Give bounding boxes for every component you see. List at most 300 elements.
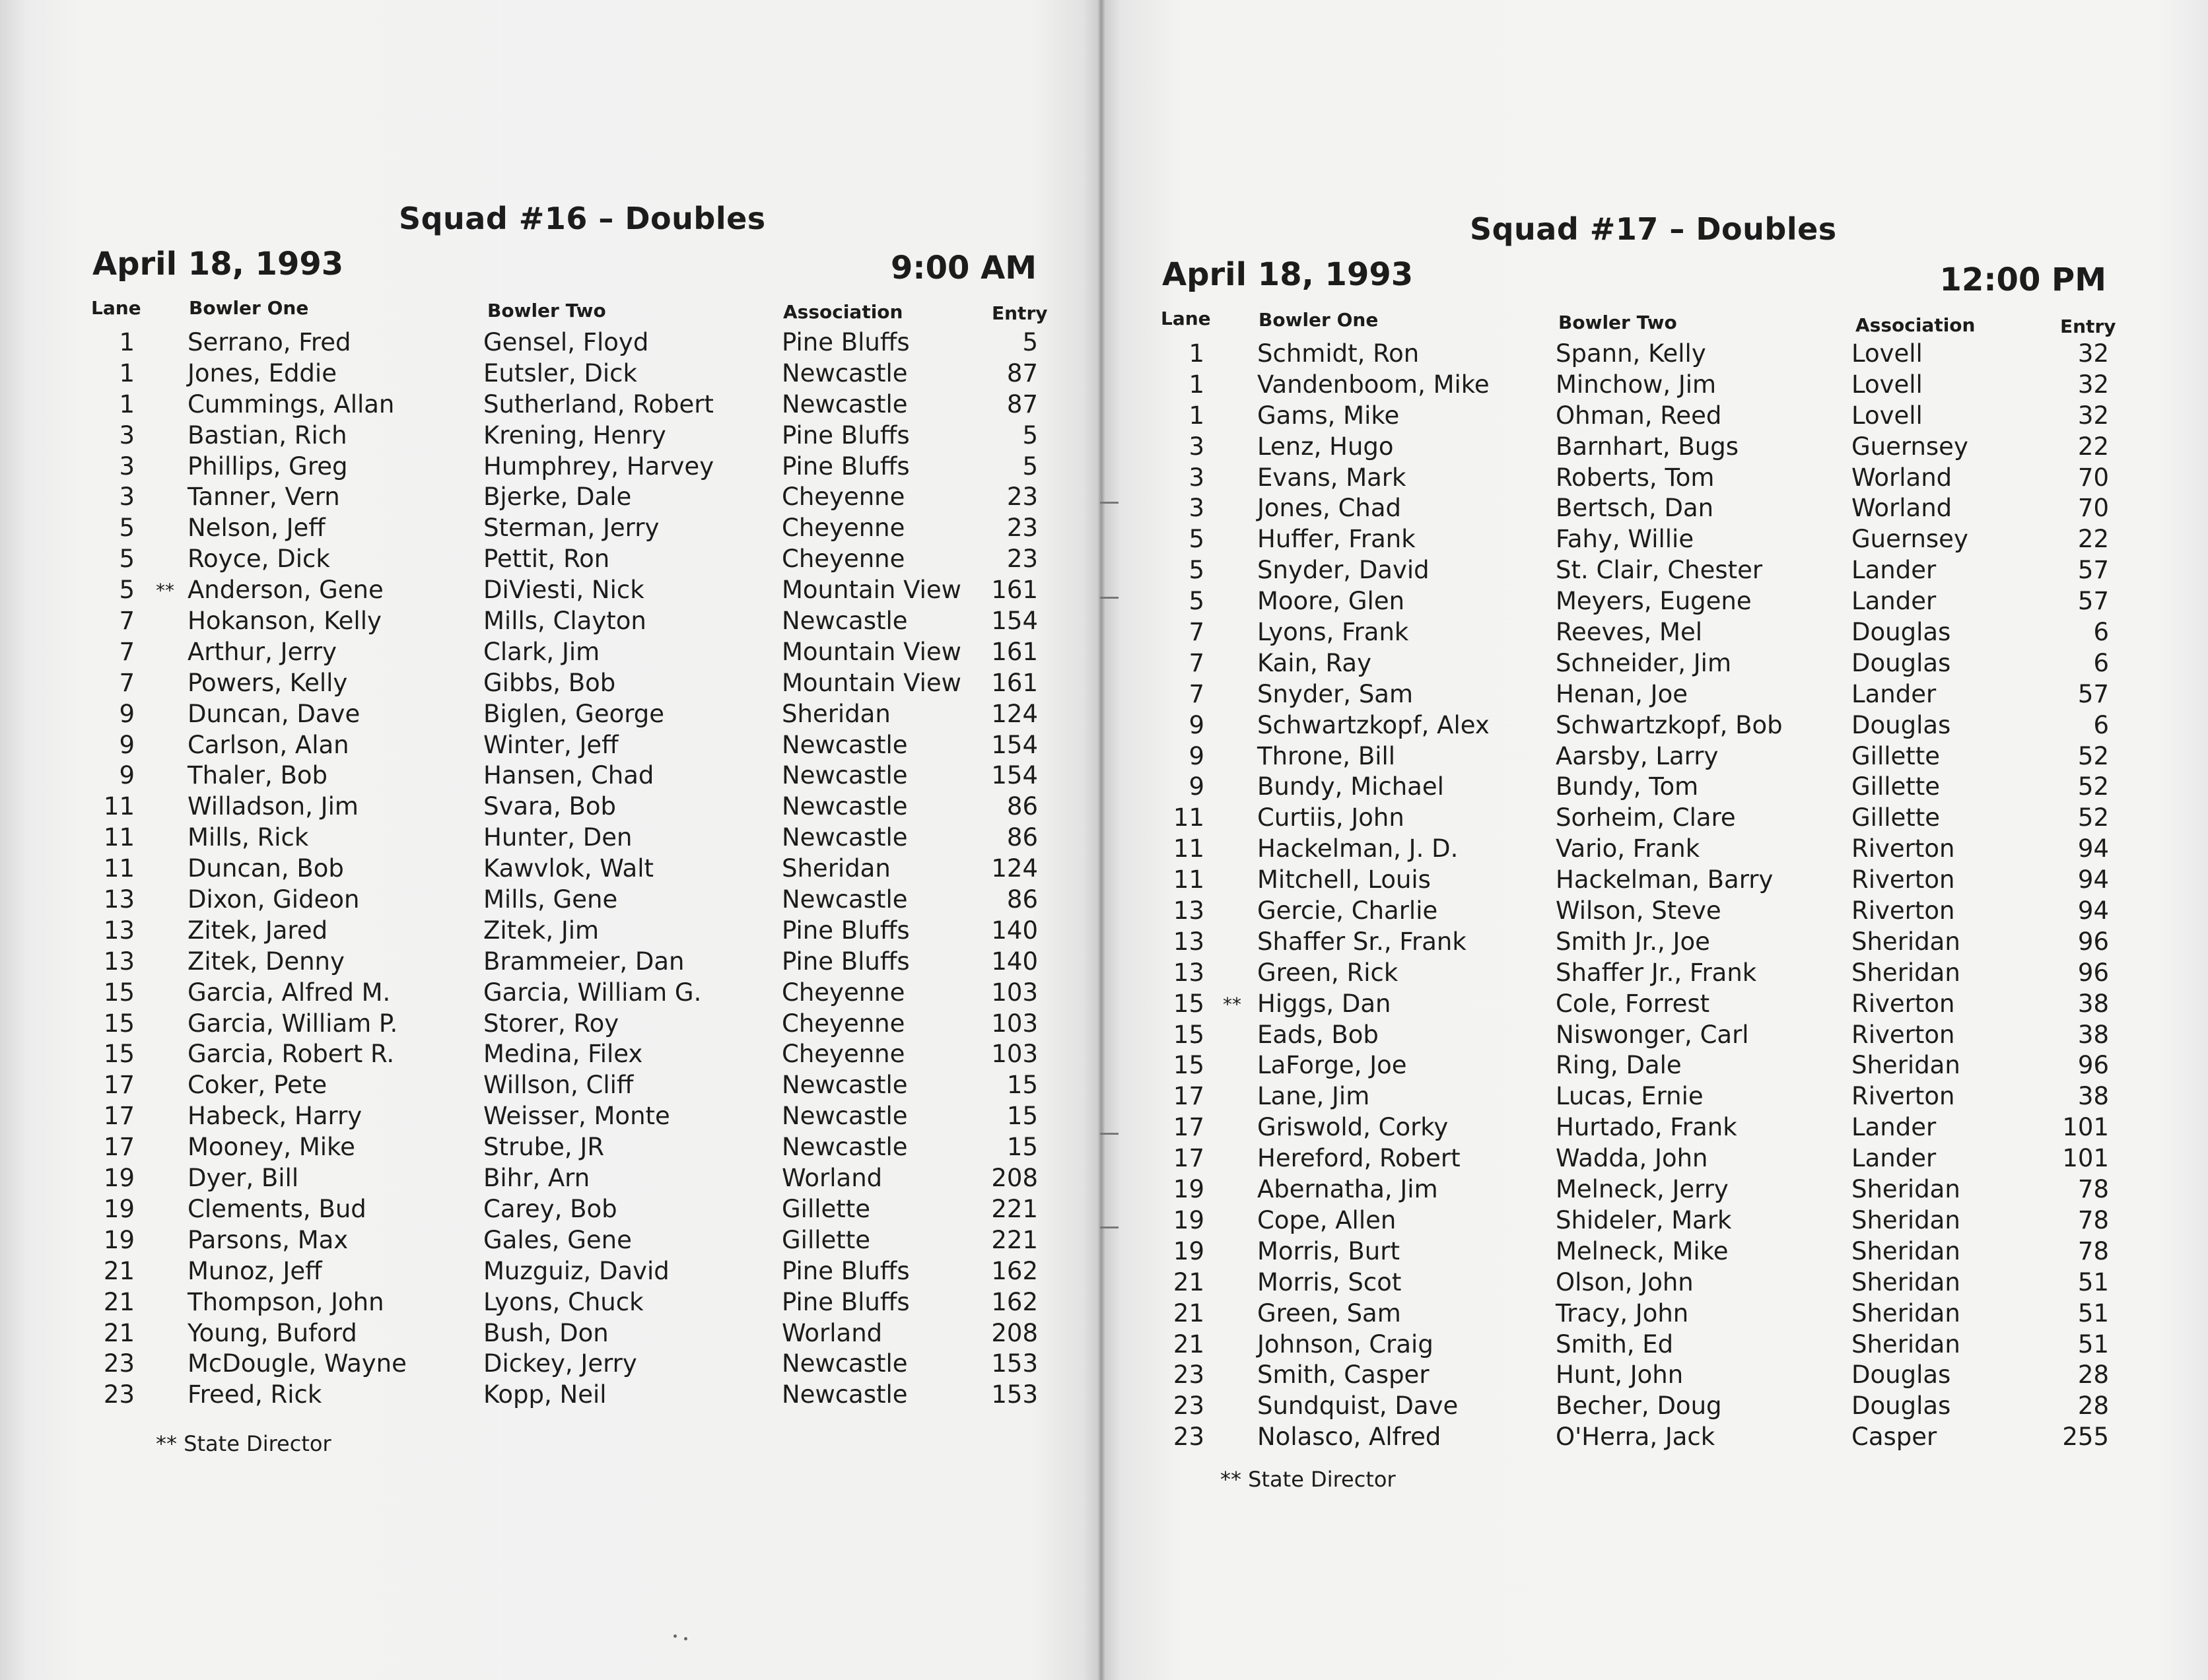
lane-cell: 11 xyxy=(1173,834,1204,863)
table-row xyxy=(0,1195,1101,1226)
bowler-two-cell: Smith Jr., Joe xyxy=(1556,927,1710,956)
table-row xyxy=(0,607,1101,638)
association-cell: Douglas xyxy=(1851,618,1951,647)
table-row xyxy=(1101,401,2208,432)
entry-cell: 87 xyxy=(1006,358,1038,387)
entry-cell: 96 xyxy=(2077,1051,2109,1080)
bowler-two-cell: Hunter, Den xyxy=(483,823,633,852)
bowler-one-cell: Snyder, David xyxy=(1257,556,1430,585)
lane-cell: 5 xyxy=(1189,587,1204,616)
lane-cell: 15 xyxy=(1173,989,1204,1018)
association-cell: Douglas xyxy=(1851,1392,1951,1421)
lane-cell: 9 xyxy=(1189,741,1204,770)
bowler-one-cell: Jones, Eddie xyxy=(188,358,337,387)
lane-cell: 5 xyxy=(1189,525,1204,554)
lane-cell: 7 xyxy=(1189,618,1204,647)
association-cell: Guernsey xyxy=(1851,525,1968,554)
lane-cell: 7 xyxy=(119,668,135,697)
table-row xyxy=(0,1133,1101,1164)
bowler-one-cell: Carlson, Alan xyxy=(188,730,349,759)
bowler-one-cell: McDougle, Wayne xyxy=(188,1349,407,1378)
table-row xyxy=(1101,370,2208,401)
association-cell: Gillette xyxy=(782,1225,871,1254)
bowler-one-cell: Green, Rick xyxy=(1257,958,1398,987)
bowler-two-cell: Gales, Gene xyxy=(483,1225,632,1254)
table-row xyxy=(0,545,1101,576)
entry-cell: 94 xyxy=(2077,865,2109,894)
bowler-one-cell: Hereford, Robert xyxy=(1257,1144,1461,1173)
bowler-two-cell: Melneck, Mike xyxy=(1556,1236,1729,1265)
entry-cell: 51 xyxy=(2077,1267,2109,1296)
bowler-two-cell: Hackelman, Barry xyxy=(1556,865,1774,894)
bowler-one-cell: Arthur, Jerry xyxy=(188,637,337,666)
association-cell: Riverton xyxy=(1851,1020,1955,1049)
lane-cell: 3 xyxy=(1189,432,1204,461)
association-cell: Newcastle xyxy=(782,761,908,790)
right-footnote: ** State Director xyxy=(1220,1467,1396,1492)
entry-cell: 52 xyxy=(2077,772,2109,801)
association-cell: Worland xyxy=(782,1164,883,1193)
lane-cell: 21 xyxy=(103,1318,135,1347)
entry-cell: 22 xyxy=(2077,525,2109,554)
association-cell: Pine Bluffs xyxy=(782,452,910,481)
entry-cell: 221 xyxy=(991,1225,1038,1254)
association-cell: Douglas xyxy=(1851,710,1951,739)
table-row xyxy=(1101,463,2208,494)
table-row xyxy=(0,1288,1101,1319)
lane-cell: 5 xyxy=(119,576,135,605)
table-row xyxy=(1101,649,2208,680)
staple-mark xyxy=(1100,597,1119,599)
entry-cell: 52 xyxy=(2077,741,2109,770)
table-row xyxy=(1101,1051,2208,1082)
entry-cell: 6 xyxy=(2093,648,2109,677)
entry-cell: 101 xyxy=(2062,1113,2109,1142)
table-row xyxy=(1101,711,2208,742)
staple-mark xyxy=(1100,502,1119,504)
lane-cell: 17 xyxy=(1173,1144,1204,1173)
left-squad-title: Squad #16 – Doubles xyxy=(399,201,766,236)
bowler-two-cell: Melneck, Jerry xyxy=(1556,1175,1729,1204)
bowler-two-cell: Henan, Joe xyxy=(1556,679,1688,708)
table-row xyxy=(0,669,1101,700)
table-row xyxy=(0,638,1101,669)
bowler-two-cell: Sterman, Jerry xyxy=(483,514,660,543)
lane-cell: 11 xyxy=(103,854,135,883)
lane-cell: 19 xyxy=(1173,1236,1204,1265)
table-row xyxy=(0,1040,1101,1071)
entry-cell: 94 xyxy=(2077,896,2109,925)
bowler-one-cell: Johnson, Craig xyxy=(1257,1329,1433,1359)
bowler-two-cell: Pettit, Ron xyxy=(483,545,610,574)
bowler-two-cell: Kawvlok, Walt xyxy=(483,854,654,883)
association-cell: Cheyenne xyxy=(782,1040,905,1069)
bowler-one-cell: Lenz, Hugo xyxy=(1257,432,1394,461)
association-cell: Newcastle xyxy=(782,792,908,821)
entry-cell: 140 xyxy=(991,916,1038,945)
bowler-two-cell: Clark, Jim xyxy=(483,637,600,666)
association-cell: Pine Bluffs xyxy=(782,420,910,450)
table-row xyxy=(0,328,1101,359)
bowler-two-cell: Aarsby, Larry xyxy=(1556,741,1719,770)
bowler-one-cell: Morris, Burt xyxy=(1257,1236,1400,1265)
bowler-one-cell: Lane, Jim xyxy=(1257,1082,1370,1111)
entry-cell: 86 xyxy=(1006,792,1038,821)
lane-cell: 3 xyxy=(119,452,135,481)
association-cell: Sheridan xyxy=(1851,958,1960,987)
lane-cell: 1 xyxy=(1189,401,1204,430)
entry-cell: 78 xyxy=(2077,1236,2109,1265)
bowler-one-cell: Garcia, Robert R. xyxy=(188,1040,395,1069)
bowler-two-cell: Winter, Jeff xyxy=(483,730,619,759)
bowler-two-cell: Minchow, Jim xyxy=(1556,370,1717,399)
association-cell: Cheyenne xyxy=(782,1009,905,1038)
bowler-two-cell: Strube, JR xyxy=(483,1133,605,1162)
lane-cell: 21 xyxy=(1173,1329,1204,1359)
bowler-one-cell: Zitek, Jared xyxy=(188,916,328,945)
entry-cell: 96 xyxy=(2077,927,2109,956)
table-row xyxy=(1101,587,2208,618)
bowler-one-cell: Gams, Mike xyxy=(1257,401,1400,430)
association-cell: Lovell xyxy=(1851,370,1923,399)
bowler-one-cell: Anderson, Gene xyxy=(188,576,384,605)
bowler-two-cell: Willson, Cliff xyxy=(483,1071,634,1100)
table-row xyxy=(0,1102,1101,1133)
table-row xyxy=(0,452,1101,483)
table-row xyxy=(0,978,1101,1009)
table-row xyxy=(1101,896,2208,927)
entry-cell: 70 xyxy=(2077,463,2109,492)
lane-cell: 3 xyxy=(1189,494,1204,523)
association-cell: Riverton xyxy=(1851,989,1955,1018)
table-row xyxy=(1101,1021,2208,1052)
association-cell: Sheridan xyxy=(1851,1298,1960,1327)
bowler-one-cell: Garcia, Alfred M. xyxy=(188,978,391,1007)
bowler-two-cell: Lucas, Ernie xyxy=(1556,1082,1704,1111)
entry-cell: 103 xyxy=(991,1040,1038,1069)
association-cell: Sheridan xyxy=(1851,1051,1960,1080)
table-row xyxy=(0,792,1101,823)
staple-mark xyxy=(1100,1226,1119,1228)
table-row xyxy=(1101,1361,2208,1392)
entry-cell: 57 xyxy=(2077,679,2109,708)
table-row xyxy=(0,823,1101,854)
bowler-one-cell: Young, Buford xyxy=(188,1318,357,1347)
association-cell: Gillette xyxy=(782,1194,871,1223)
association-cell: Cheyenne xyxy=(782,514,905,543)
bowler-two-cell: Svara, Bob xyxy=(483,792,616,821)
state-director-mark: ** xyxy=(1223,993,1241,1015)
table-row xyxy=(1101,834,2208,865)
bowler-two-cell: Bertsch, Dan xyxy=(1556,494,1714,523)
bowler-one-cell: Freed, Rick xyxy=(188,1380,322,1409)
lane-cell: 9 xyxy=(1189,710,1204,739)
bowler-two-cell: Hurtado, Frank xyxy=(1556,1113,1737,1142)
lane-cell: 13 xyxy=(103,916,135,945)
table-row xyxy=(1101,1330,2208,1361)
bowler-one-cell: Serrano, Fred xyxy=(188,328,351,356)
association-cell: Guernsey xyxy=(1851,432,1968,461)
right-header-bowler-two: Bowler Two xyxy=(1558,312,1677,333)
entry-cell: 15 xyxy=(1006,1133,1038,1162)
lane-cell: 15 xyxy=(103,978,135,1007)
table-row xyxy=(1101,1299,2208,1330)
table-row xyxy=(1101,525,2208,556)
table-row xyxy=(0,390,1101,421)
print-speck xyxy=(684,1637,687,1640)
entry-cell: 101 xyxy=(2062,1144,2109,1173)
lane-cell: 21 xyxy=(1173,1267,1204,1296)
bowler-two-cell: Biglen, George xyxy=(483,699,665,728)
left-time: 9:00 AM xyxy=(890,250,1037,286)
entry-cell: 32 xyxy=(2077,370,2109,399)
bowler-two-cell: Olson, John xyxy=(1556,1267,1694,1296)
bowler-two-cell: Fahy, Willie xyxy=(1556,525,1694,554)
bowler-two-cell: Carey, Bob xyxy=(483,1194,617,1223)
bowler-two-cell: Storer, Roy xyxy=(483,1009,619,1038)
bowler-two-cell: Garcia, William G. xyxy=(483,978,702,1007)
right-roster-table xyxy=(1101,339,2208,1454)
lane-cell: 17 xyxy=(1173,1113,1204,1142)
association-cell: Pine Bluffs xyxy=(782,916,910,945)
association-cell: Sheridan xyxy=(1851,1205,1960,1234)
entry-cell: 78 xyxy=(2077,1175,2109,1204)
bowler-one-cell: Gercie, Charlie xyxy=(1257,896,1438,925)
bowler-one-cell: Thompson, John xyxy=(188,1287,384,1316)
bowler-one-cell: Cope, Allen xyxy=(1257,1205,1397,1234)
bowler-one-cell: Evans, Mark xyxy=(1257,463,1406,492)
association-cell: Gillette xyxy=(1851,741,1941,770)
lane-cell: 17 xyxy=(103,1071,135,1100)
table-row xyxy=(1101,1144,2208,1175)
association-cell: Newcastle xyxy=(782,607,908,636)
bowler-one-cell: Morris, Scot xyxy=(1257,1267,1402,1296)
bowler-one-cell: Curtiis, John xyxy=(1257,803,1404,832)
lane-cell: 7 xyxy=(1189,679,1204,708)
lane-cell: 23 xyxy=(103,1380,135,1409)
bowler-one-cell: Coker, Pete xyxy=(188,1071,328,1100)
bowler-one-cell: Smith, Casper xyxy=(1257,1361,1430,1390)
state-director-mark: ** xyxy=(156,580,174,602)
bowler-two-cell: Tracy, John xyxy=(1556,1298,1689,1327)
bowler-two-cell: Gibbs, Bob xyxy=(483,668,616,697)
table-row xyxy=(0,1164,1101,1195)
lane-cell: 11 xyxy=(103,792,135,821)
bowler-one-cell: Vandenboom, Mike xyxy=(1257,370,1490,399)
bowler-one-cell: Snyder, Sam xyxy=(1257,679,1414,708)
bowler-one-cell: Eads, Bob xyxy=(1257,1020,1379,1049)
left-page xyxy=(0,0,1101,1680)
entry-cell: 5 xyxy=(1022,328,1038,356)
table-row xyxy=(1101,958,2208,990)
entry-cell: 154 xyxy=(991,730,1038,759)
left-roster-table xyxy=(0,328,1101,1411)
table-row xyxy=(1101,1082,2208,1113)
entry-cell: 162 xyxy=(991,1256,1038,1285)
lane-cell: 9 xyxy=(119,761,135,790)
bowler-one-cell: Garcia, William P. xyxy=(188,1009,398,1038)
association-cell: Sheridan xyxy=(782,854,891,883)
bowler-one-cell: Nelson, Jeff xyxy=(188,514,326,543)
bowler-two-cell: Lyons, Chuck xyxy=(483,1287,644,1316)
right-header-association: Association xyxy=(1855,314,1976,336)
bowler-two-cell: Sorheim, Clare xyxy=(1556,803,1736,832)
entry-cell: 23 xyxy=(1006,545,1038,574)
bowler-one-cell: Tanner, Vern xyxy=(188,483,340,512)
entry-cell: 208 xyxy=(991,1318,1038,1347)
association-cell: Douglas xyxy=(1851,1361,1951,1390)
lane-cell: 9 xyxy=(119,730,135,759)
table-row xyxy=(1101,494,2208,525)
lane-cell: 5 xyxy=(119,514,135,543)
bowler-two-cell: Schwartzkopf, Bob xyxy=(1556,710,1783,739)
bowler-one-cell: Powers, Kelly xyxy=(188,668,348,697)
association-cell: Sheridan xyxy=(1851,1267,1960,1296)
left-footnote: ** State Director xyxy=(156,1431,331,1456)
association-cell: Riverton xyxy=(1851,1082,1955,1111)
table-row xyxy=(0,421,1101,452)
left-header-bowler-one: Bowler One xyxy=(189,297,309,319)
association-cell: Newcastle xyxy=(782,389,908,419)
print-speck xyxy=(673,1634,677,1638)
association-cell: Cheyenne xyxy=(782,483,905,512)
association-cell: Newcastle xyxy=(782,1102,908,1131)
binding-gutter xyxy=(1097,0,1105,1680)
entry-cell: 6 xyxy=(2093,710,2109,739)
entry-cell: 38 xyxy=(2077,1020,2109,1049)
bowler-two-cell: St. Clair, Chester xyxy=(1556,556,1763,585)
entry-cell: 103 xyxy=(991,978,1038,1007)
association-cell: Newcastle xyxy=(782,823,908,852)
bowler-two-cell: Brammeier, Dan xyxy=(483,947,685,976)
table-row xyxy=(1101,927,2208,958)
right-header-bowler-one: Bowler One xyxy=(1259,309,1379,331)
entry-cell: 28 xyxy=(2077,1361,2109,1390)
bowler-two-cell: DiViesti, Nick xyxy=(483,576,644,605)
association-cell: Riverton xyxy=(1851,834,1955,863)
bowler-two-cell: Medina, Filex xyxy=(483,1040,643,1069)
lane-cell: 19 xyxy=(1173,1205,1204,1234)
association-cell: Newcastle xyxy=(782,730,908,759)
entry-cell: 32 xyxy=(2077,339,2109,368)
table-row xyxy=(0,1226,1101,1257)
table-row xyxy=(1101,1113,2208,1144)
bowler-two-cell: Reeves, Mel xyxy=(1556,618,1702,647)
association-cell: Newcastle xyxy=(782,1133,908,1162)
association-cell: Sheridan xyxy=(1851,927,1960,956)
lane-cell: 13 xyxy=(103,947,135,976)
association-cell: Pine Bluffs xyxy=(782,947,910,976)
bowler-one-cell: Higgs, Dan xyxy=(1257,989,1391,1018)
bowler-two-cell: O'Herra, Jack xyxy=(1556,1423,1715,1452)
lane-cell: 21 xyxy=(103,1256,135,1285)
bowler-two-cell: Kopp, Neil xyxy=(483,1380,607,1409)
association-cell: Newcastle xyxy=(782,358,908,387)
bowler-one-cell: Willadson, Jim xyxy=(188,792,359,821)
association-cell: Pine Bluffs xyxy=(782,1256,910,1285)
association-cell: Gillette xyxy=(1851,803,1941,832)
association-cell: Lander xyxy=(1851,556,1937,585)
bowler-two-cell: Meyers, Eugene xyxy=(1556,587,1752,616)
bowler-one-cell: Sundquist, Dave xyxy=(1257,1392,1459,1421)
association-cell: Riverton xyxy=(1851,896,1955,925)
bowler-two-cell: Bjerke, Dale xyxy=(483,483,632,512)
bowler-two-cell: Niswonger, Carl xyxy=(1556,1020,1749,1049)
table-row xyxy=(1101,1206,2208,1237)
bowler-two-cell: Mills, Clayton xyxy=(483,607,646,636)
association-cell: Mountain View xyxy=(782,668,961,697)
bowler-two-cell: Bush, Don xyxy=(483,1318,609,1347)
bowler-one-cell: Dixon, Gideon xyxy=(188,885,360,914)
table-row xyxy=(0,1349,1101,1380)
lane-cell: 5 xyxy=(119,545,135,574)
left-header-association: Association xyxy=(783,301,903,323)
entry-cell: 153 xyxy=(991,1380,1038,1409)
entry-cell: 154 xyxy=(991,607,1038,636)
association-cell: Lovell xyxy=(1851,401,1923,430)
lane-cell: 7 xyxy=(119,637,135,666)
bowler-one-cell: Shaffer Sr., Frank xyxy=(1257,927,1466,956)
entry-cell: 162 xyxy=(991,1287,1038,1316)
table-row xyxy=(1101,1392,2208,1423)
association-cell: Newcastle xyxy=(782,1071,908,1100)
association-cell: Lander xyxy=(1851,1113,1937,1142)
right-time: 12:00 PM xyxy=(1939,261,2106,298)
lane-cell: 11 xyxy=(103,823,135,852)
association-cell: Sheridan xyxy=(1851,1175,1960,1204)
table-row xyxy=(0,854,1101,885)
bowler-two-cell: Eutsler, Dick xyxy=(483,358,637,387)
association-cell: Casper xyxy=(1851,1423,1937,1452)
table-row xyxy=(0,514,1101,545)
staple-mark xyxy=(1100,1133,1119,1135)
bowler-one-cell: Thaler, Bob xyxy=(188,761,328,790)
lane-cell: 15 xyxy=(1173,1020,1204,1049)
lane-cell: 17 xyxy=(103,1133,135,1162)
entry-cell: 161 xyxy=(991,637,1038,666)
lane-cell: 23 xyxy=(1173,1423,1204,1452)
bowler-two-cell: Vario, Frank xyxy=(1556,834,1700,863)
lane-cell: 11 xyxy=(1173,865,1204,894)
bowler-one-cell: Duncan, Dave xyxy=(188,699,361,728)
entry-cell: 208 xyxy=(991,1164,1038,1193)
bowler-one-cell: Zitek, Denny xyxy=(188,947,345,976)
lane-cell: 21 xyxy=(1173,1298,1204,1327)
right-page xyxy=(1101,0,2208,1680)
bowler-two-cell: Spann, Kelly xyxy=(1556,339,1706,368)
entry-cell: 32 xyxy=(2077,401,2109,430)
bowler-two-cell: Krening, Henry xyxy=(483,420,666,450)
bowler-one-cell: Clements, Bud xyxy=(188,1194,366,1223)
lane-cell: 15 xyxy=(103,1009,135,1038)
bowler-one-cell: Schmidt, Ron xyxy=(1257,339,1420,368)
bowler-one-cell: Dyer, Bill xyxy=(188,1164,299,1193)
bowler-two-cell: Becher, Doug xyxy=(1556,1392,1722,1421)
lane-cell: 3 xyxy=(119,420,135,450)
bowler-two-cell: Muzguiz, David xyxy=(483,1256,670,1285)
bowler-one-cell: Moore, Glen xyxy=(1257,587,1405,616)
lane-cell: 19 xyxy=(103,1164,135,1193)
lane-cell: 1 xyxy=(1189,339,1204,368)
entry-cell: 6 xyxy=(2093,618,2109,647)
association-cell: Pine Bluffs xyxy=(782,1287,910,1316)
bowler-two-cell: Humphrey, Harvey xyxy=(483,452,714,481)
lane-cell: 17 xyxy=(103,1102,135,1131)
lane-cell: 21 xyxy=(103,1287,135,1316)
bowler-two-cell: Cole, Forrest xyxy=(1556,989,1710,1018)
entry-cell: 15 xyxy=(1006,1102,1038,1131)
entry-cell: 153 xyxy=(991,1349,1038,1378)
